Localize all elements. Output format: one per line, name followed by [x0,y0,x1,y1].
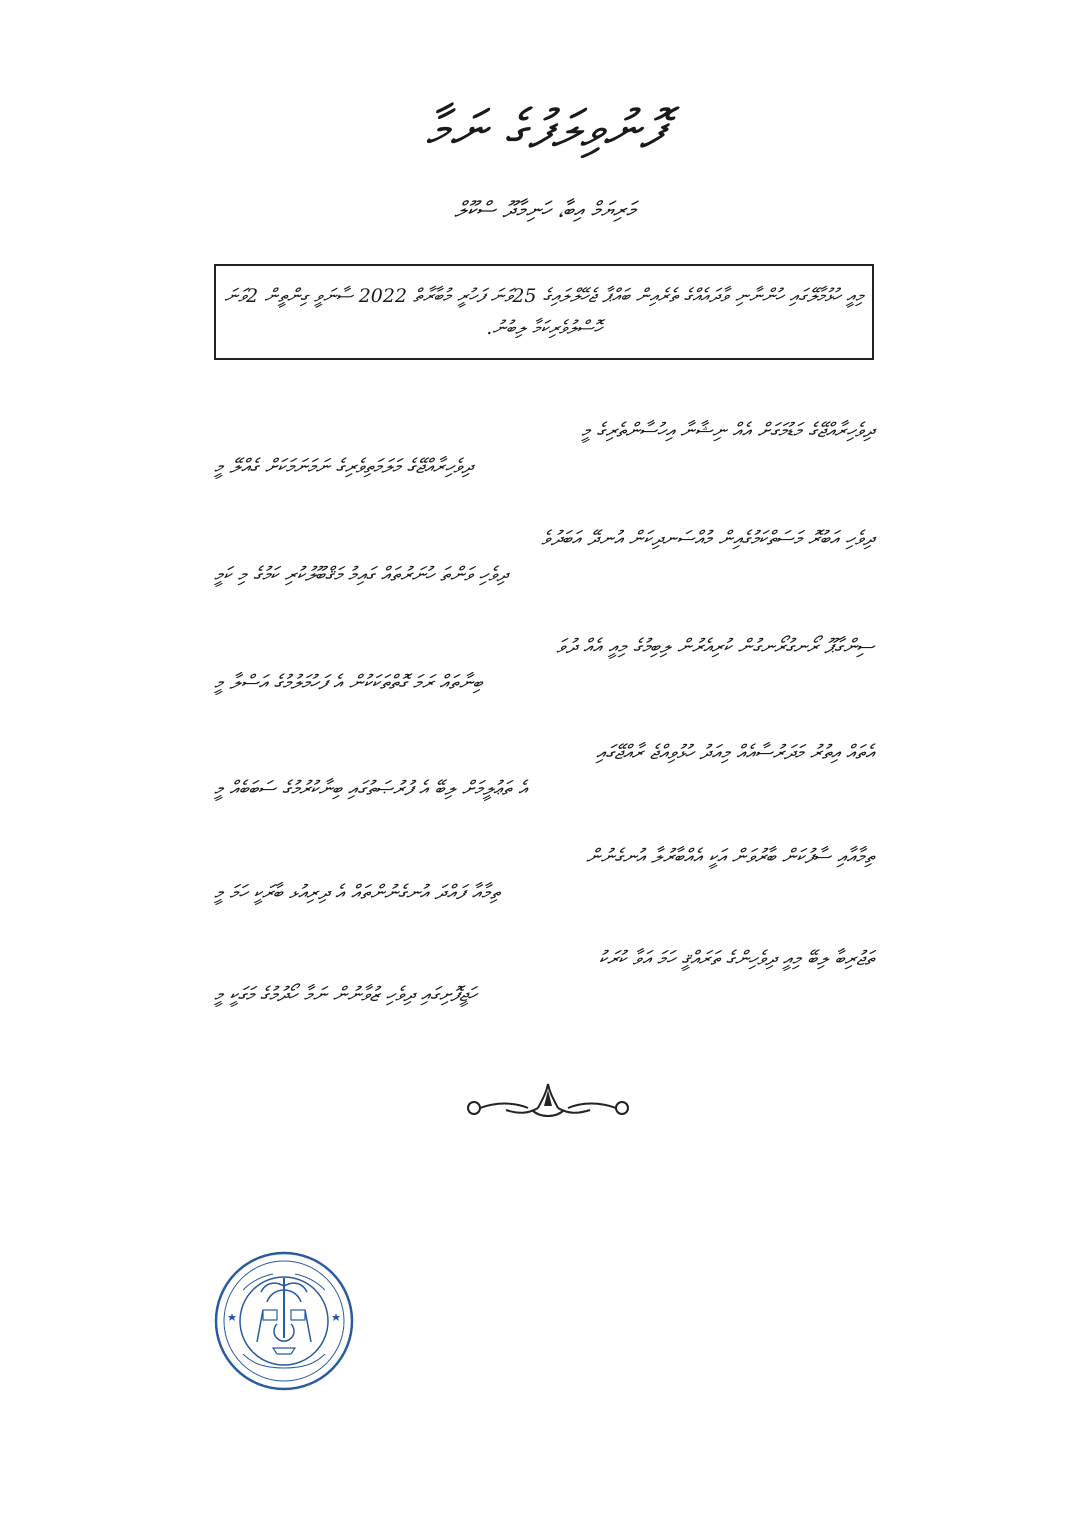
verse-line: ތިމާއާއި ސާފުކަން ބާރުވަން އަކީ އެއްބާރުލާ އުނގެނުން [586,844,874,868]
verse-line: ބިނާތައް ރަމަ ގޮތްތަކަކުން އެ ފަހުމަލުމުގެ އަސްލާ މީ [214,670,483,694]
verse-line: ތިމާއާ ފައްދަ އުނގެނުންތައް އެ ދިރިއުޅ ބާރަކީ ހަމަ މީ [214,880,500,904]
author-line: މަރިޔަމް އިބާ، ހަނިމާދޫ ސްކޫލް [454,198,635,223]
verse-line: ހަޖީފޮށިގައި ދިވެހި ޒުވާނުން ނަމާ ހޯދުމުގެ މަގަކީ މީ [214,982,477,1006]
school-seal-stamp [213,1250,355,1392]
verse-stanza [214,734,874,806]
verse-line: ސިންގާޕޫ ރޯނގުރޯނގުން ކުރިއެރުން ލިބިމުގެ މިއީ އެއް ދުވަ [556,634,874,658]
page-title: ފޮނުވިލަފުގެ ނަމާ [425,100,664,160]
verse-line: އެ ތަޢުލީމަށް ލިބޭ އެ ފުރުޞަތުގައި ބިނާކުރުމުގެ ސަބަބެއް މީ [214,776,528,800]
decorative-divider-ornament [466,1080,630,1124]
verse-line: ދިވެހި ވަންތަ ހުނަރުތައް ގައިމު މަޤްބޫލުކުރި ކަމުގެ މި ކަމީ [214,562,508,586]
verse-stanza [214,940,874,1012]
verse-stanza [214,628,874,700]
verse-line: ދިވެހި އަބުރޮ މަސަތްކަމުގެއިން މުއްސަނދިކަން އުނދޭ އަބަދުވެ [541,526,874,550]
verse-stanza [214,838,874,910]
context-box: މިއީ ހުޅުމާލޭގައި ހުންނާނި ވާދައެއްގެ ތެރެއިން ބައްޕާ ޖެހޭލްލައިގެ 25ވަނަ ފަހުރީ މުބާރާތް 2022 ސާނަވީ ގިންތީން 2ވަނަ ހޮސްލުވެރިކަމާ ލިބުނު. [214,264,874,360]
verse-stanza [214,520,874,592]
verse-line: އެތައް އިތުރު މަދަރުސާއެއް މިއަދު ހުޅުވިއްޖެ ރާއްޖޭގައި [595,740,874,764]
verse-line: ދިވެހިރާއްޖޭގެ މަލަމަތިވެރިގެ ނަމަނަމަކަށް ގެއްލޭ މީ [214,454,473,478]
verse-line: ތަޖުރިބާ ލިބޭ މިއީ ދިވެހިންގެ ތަރައްޤީ ހަމަ އަވާ ކުރަކު [598,946,874,970]
verse-stanza [214,412,874,484]
verse-line: ދިވެހިރާއްޖޭގެ މަޑުމަގަށް އެއް ނިޝާނާ އިހުސާންތެރިގެ މީ [581,418,874,442]
